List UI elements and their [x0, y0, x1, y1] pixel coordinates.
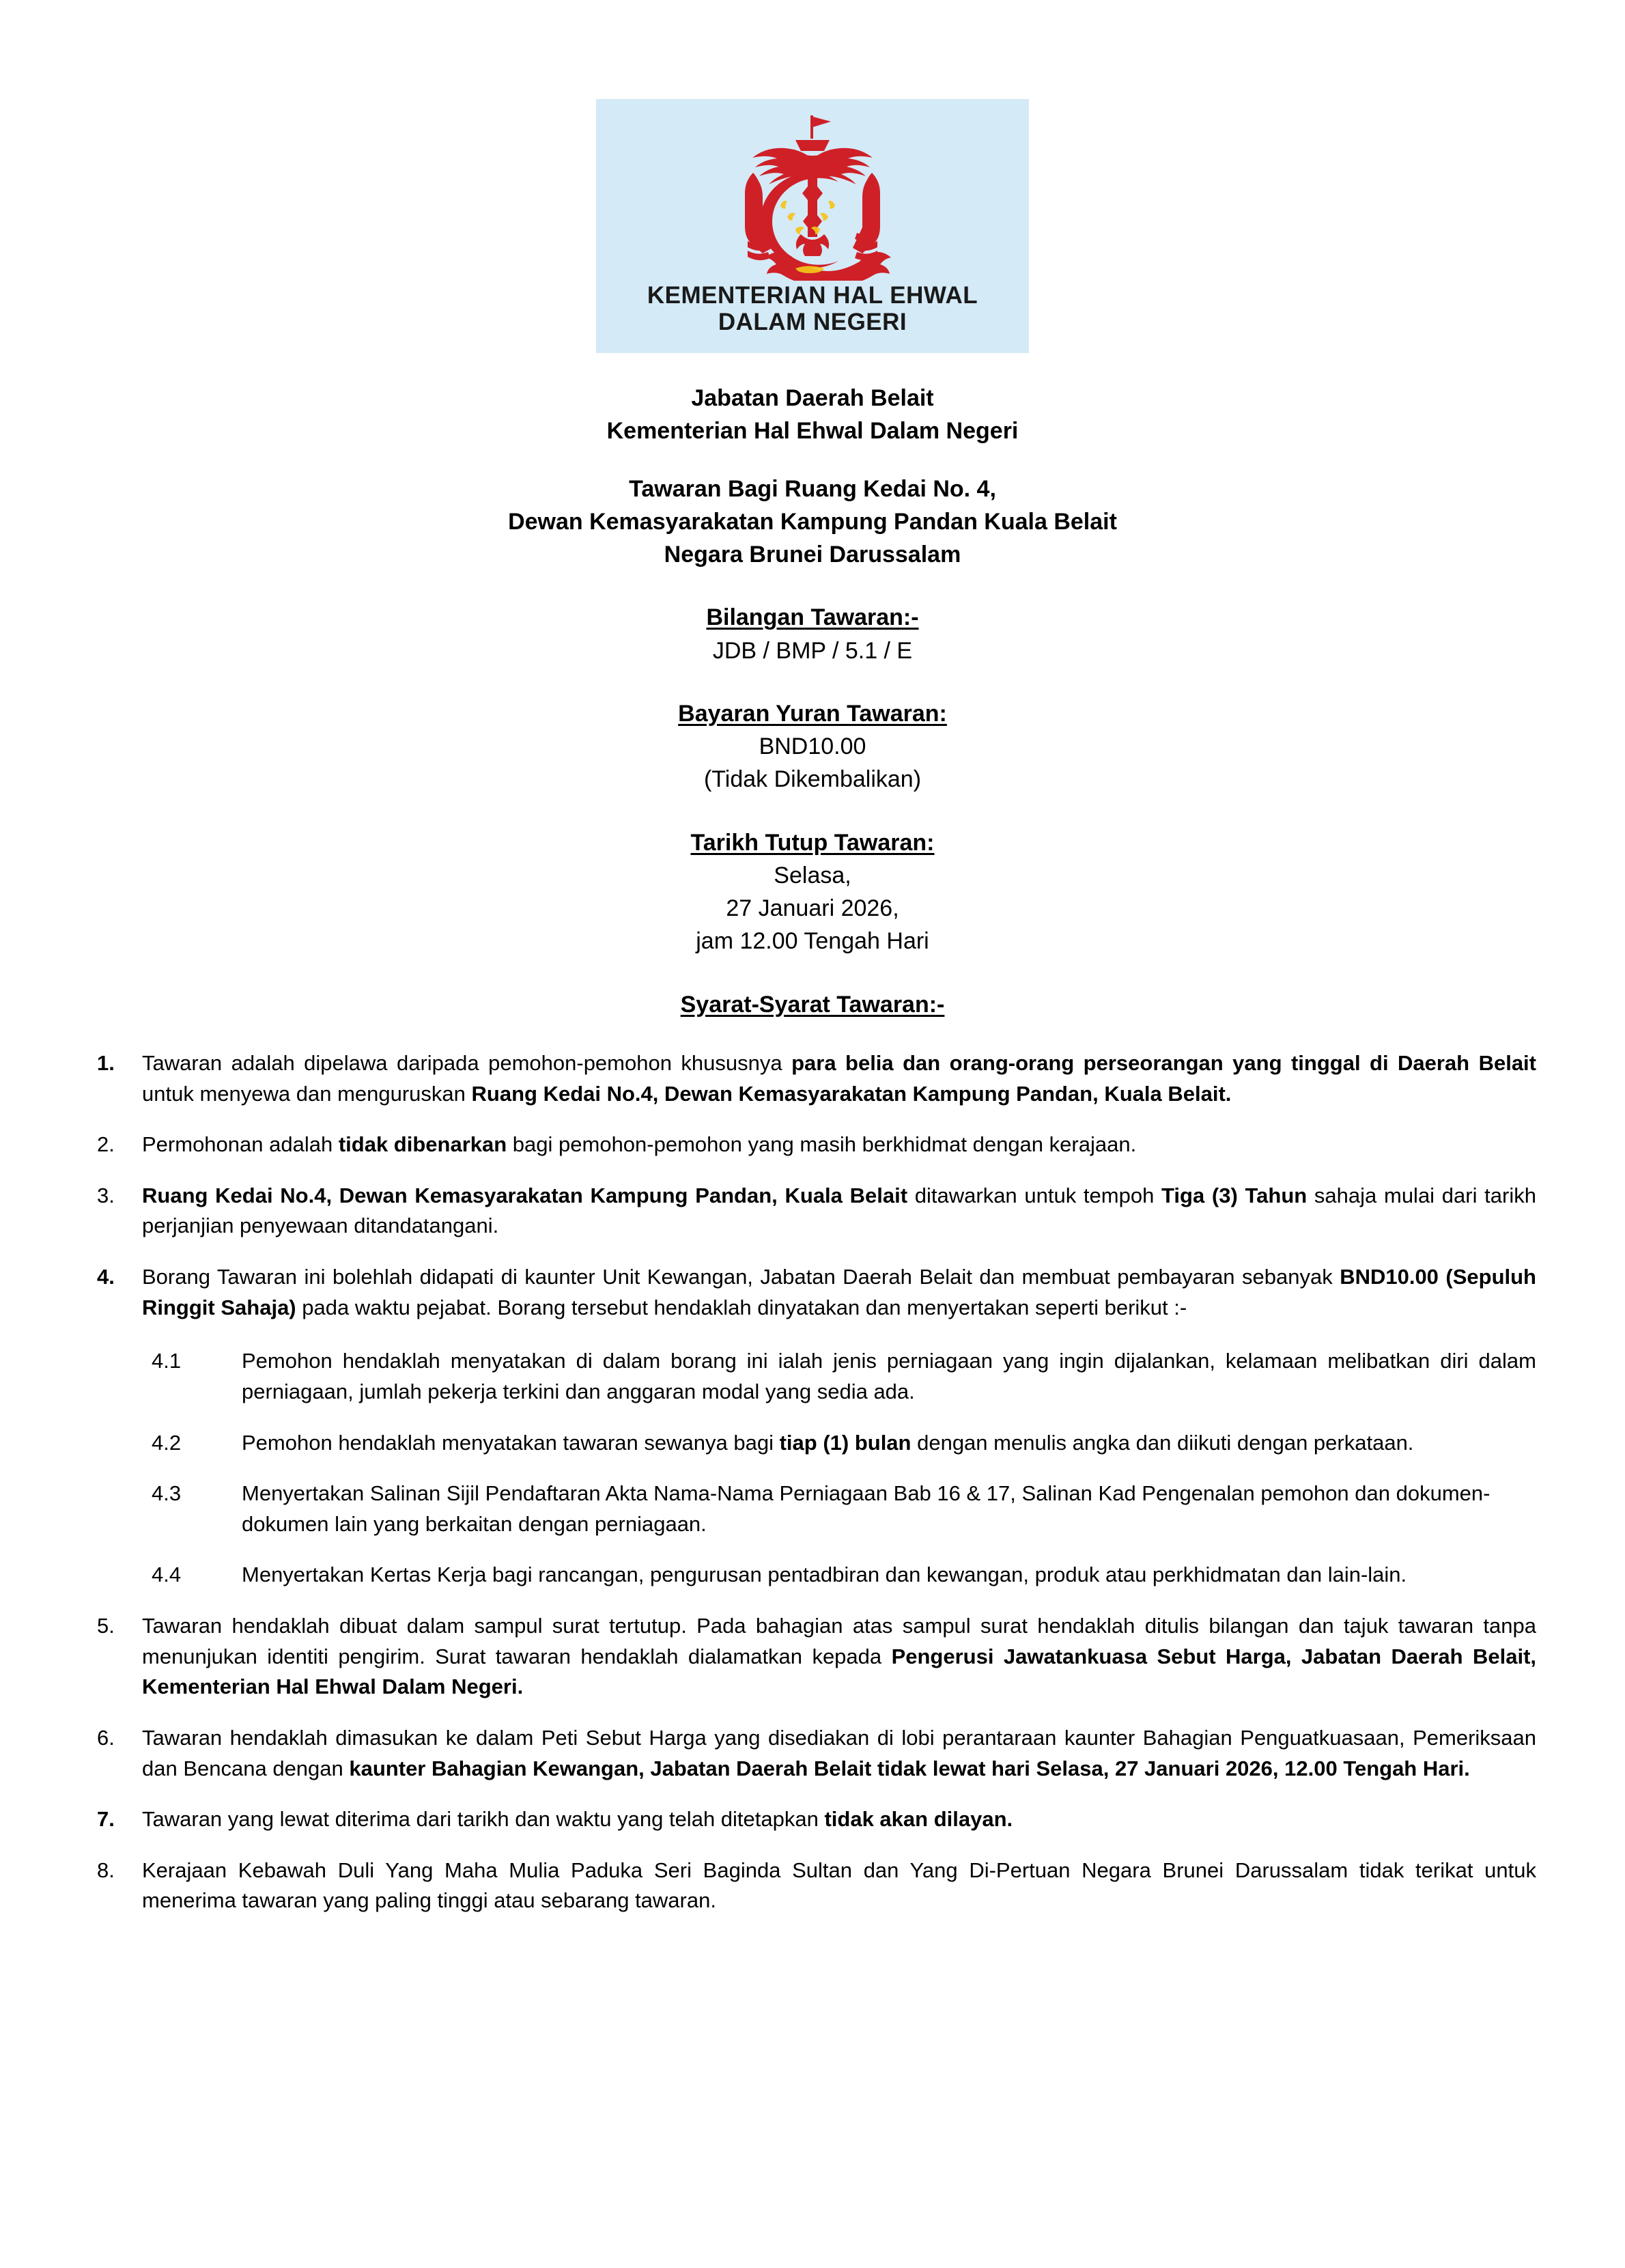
clause-text: Kerajaan Kebawah Duli Yang Maha Mulia Paduka Seri Baginda Sultan dan Yang Di-Pertuan Negara Brunei Darussalam tidak terikat untuk menerima tawaran yang paling tinggi atau sebarang tawaran. [142, 1858, 1536, 1913]
tender-fee-label: Bayaran Yuran Tawaran: [678, 700, 947, 727]
sub-clause-item [152, 1346, 1536, 1407]
clause-text: Tawaran adalah dipelawa daripada pemohon-pemohon khususnya para belia dan orang-orang perseorangan yang tinggal di Daerah Belait untuk menyewa dan menguruskan Ruang Kedai No.4, Dewan Kemasyarakatan Kampung Pandan, Kuala Belait. [142, 1050, 1536, 1106]
clause-text: Ruang Kedai No.4, Dewan Kemasyarakatan Kampung Pandan, Kuala Belait ditawarkan untuk tempoh Tiga (3) Tahun sahaja mulai dari tarikh perjanjian penyewaan ditandatangani. [142, 1183, 1536, 1238]
sub-clause-text: Menyertakan Kertas Kerja bagi rancangan, pengurusan pentadbiran dan kewangan, produk atau perkhidmatan dan lain-lain. [242, 1563, 1407, 1587]
clause-item [89, 1804, 1536, 1835]
closing-date-label: Tarikh Tutup Tawaran: [690, 829, 935, 856]
sub-clause-item [152, 1479, 1536, 1539]
sub-clause-text: Pemohon hendaklah menyatakan tawaran sewanya bagi tiap (1) bulan dengan menulis angka dan diikuti dengan perkataan. [242, 1430, 1414, 1455]
tender-fee-note: (Tidak Dikembalikan) [703, 766, 922, 793]
closing-date-time: jam 12.00 Tengah Hari [696, 928, 929, 955]
clause-number: 5. [97, 1614, 115, 1638]
clause-text: Borang Tawaran ini bolehlah didapati di kaunter Unit Kewangan, Jabatan Daerah Belait dan membuat pembayaran sebanyak BND10.00 (Sepuluh Ringgit Sahaja) pada waktu pejabat. Borang tersebut hendaklah dinyatakan dan menyertakan seperti berikut :- [142, 1265, 1536, 1319]
tender-fee-value: BND10.00 [759, 733, 866, 760]
sub-clause-text: Menyertakan Salinan Sijil Pendaftaran Akta Nama-Nama Perniagaan Bab 16 & 17, Salinan Kad Pengenalan pemohon dan dokumen-dokumen lain yang berkaitan dengan perniagaan. [242, 1481, 1490, 1536]
clause-number: 7. [97, 1807, 115, 1832]
clause-item [89, 1181, 1536, 1242]
clause-text: Tawaran yang lewat diterima dari tarikh dan waktu yang telah ditetapkan tidak akan dilayan. [142, 1807, 1013, 1832]
closing-date-day: Selasa, [774, 862, 851, 888]
clause-item [89, 1856, 1536, 1916]
tender-title-line-2: Dewan Kemasyarakatan Kampung Pandan Kuala Belait [508, 508, 1117, 535]
clause-number: 1. [97, 1050, 115, 1075]
sub-clause-list [89, 1346, 1536, 1591]
sub-clause-number: 4.4 [152, 1563, 182, 1587]
tender-number-label: Bilangan Tawaran:- [706, 604, 919, 631]
logo-line-2: DALAM NEGERI [718, 309, 907, 336]
clause-item [89, 1048, 1536, 1109]
clause-number: 8. [97, 1858, 115, 1882]
org-line-2: Kementerian Hal Ehwal Dalam Negeri [606, 418, 1019, 445]
sub-clause-item [152, 1428, 1536, 1459]
sub-clause-number: 4.2 [152, 1430, 182, 1455]
sub-clause-text: Pemohon hendaklah menyatakan di dalam borang ini ialah jenis perniagaan yang ingin dijalankan, kelamaan melibatkan diri dalam perniagaan, jumlah pekerja terkini dan anggaran modal yang sedia ada. [242, 1349, 1536, 1403]
clause-item [89, 1611, 1536, 1703]
terms-list [89, 1048, 1536, 1916]
clause-number: 2. [97, 1132, 115, 1157]
clause-item [89, 1723, 1536, 1784]
ministry-logo [596, 99, 1029, 353]
closing-date-date: 27 Januari 2026, [726, 895, 899, 922]
logo-line-1: KEMENTERIAN HAL EHWAL [647, 282, 978, 309]
tender-title-line-3: Negara Brunei Darussalam [664, 542, 961, 568]
terms-heading: Syarat-Syarat Tawaran:- [680, 991, 945, 1018]
clause-item [89, 1130, 1536, 1160]
header-block [89, 382, 1536, 1021]
brunei-state-crest-icon [700, 110, 925, 281]
sub-clause-item [152, 1560, 1536, 1591]
tender-title-line-1: Tawaran Bagi Ruang Kedai No. 4, [629, 475, 996, 502]
org-line-1: Jabatan Daerah Belait [691, 385, 934, 411]
clause-number: 3. [97, 1183, 115, 1207]
sub-clause-number: 4.3 [152, 1481, 182, 1506]
sub-clause-number: 4.1 [152, 1349, 182, 1373]
clause-text: Tawaran hendaklah dibuat dalam sampul surat tertutup. Pada bahagian atas sampul surat hendaklah ditulis bilangan dan tajuk tawaran tanpa menunjukan identiti pengirim. Surat tawaran hendaklah dialamatkan kepada Pengerusi Jawatankuasa Sebut Harga, Jabatan Daerah Belait, Kementerian Hal Ehwal Dalam Negeri. [142, 1614, 1537, 1699]
clause-number: 6. [97, 1725, 115, 1750]
clause-item [89, 1262, 1536, 1323]
logo-container [89, 0, 1536, 353]
clause-text: Permohonan adalah tidak dibenarkan bagi pemohon-pemohon yang masih berkhidmat dengan kerajaan. [142, 1132, 1137, 1157]
tender-number-value: JDB / BMP / 5.1 / E [712, 637, 913, 664]
clause-number: 4. [97, 1265, 115, 1289]
clause-text: Tawaran hendaklah dimasukan ke dalam Peti Sebut Harga yang disediakan di lobi perantaraan kaunter Bahagian Penguatkuasaan, Pemeriksaan dan Bencana dengan kaunter Bahagian Kewangan, Jabatan Daerah Belait tidak lewat hari Selasa, 27 Januari 2026, 12.00 Tengah Hari. [142, 1725, 1536, 1780]
